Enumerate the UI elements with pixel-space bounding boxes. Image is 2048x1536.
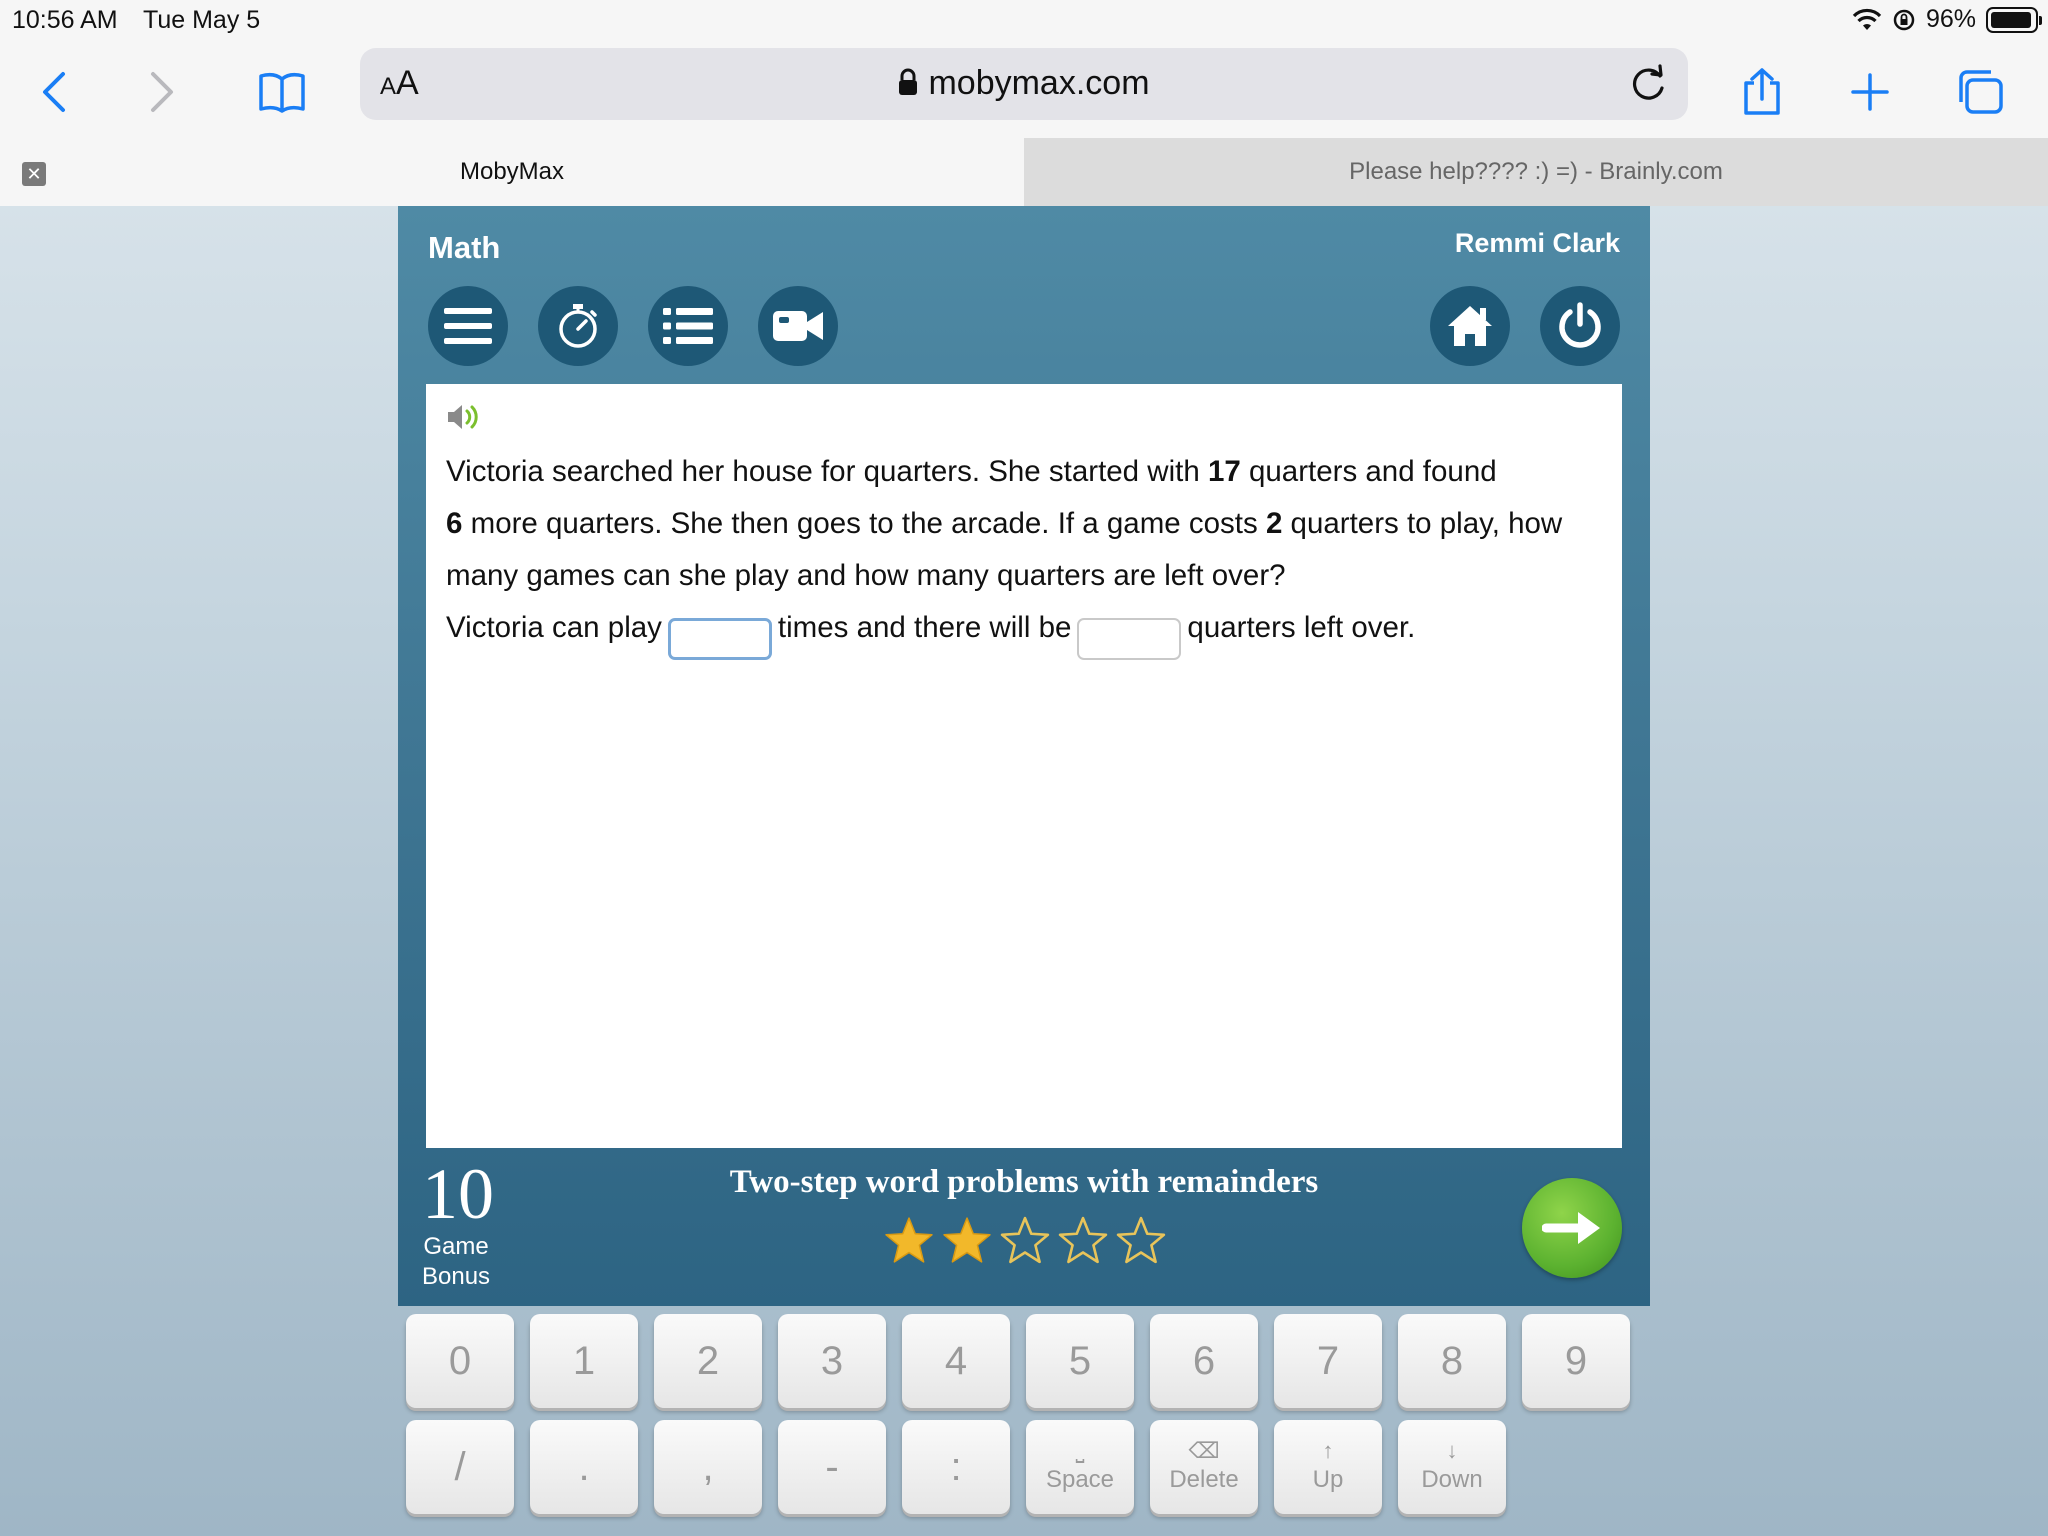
logout-button[interactable] xyxy=(1540,286,1620,366)
key-label: Delete xyxy=(1169,1466,1239,1493)
status-date: Tue May 5 xyxy=(143,6,261,34)
next-button[interactable] xyxy=(1522,1178,1622,1278)
lock-icon xyxy=(898,66,918,105)
star-rating xyxy=(884,1216,1166,1264)
key-down[interactable] xyxy=(1398,1420,1506,1514)
tab-mobymax[interactable] xyxy=(0,138,1024,206)
url-bar[interactable] xyxy=(360,48,1688,120)
key-minus[interactable]: - xyxy=(778,1420,886,1514)
space-icon: ⎵ xyxy=(1075,1438,1085,1463)
key-slash[interactable]: / xyxy=(406,1420,514,1514)
key-6[interactable]: 6 xyxy=(1150,1314,1258,1408)
timer-button[interactable] xyxy=(538,286,618,366)
question-part: more quarters. She then goes to the arcade. If a game costs xyxy=(462,507,1266,540)
arrow-right-icon xyxy=(1542,1210,1602,1246)
answer-prefix: Victoria can play xyxy=(446,611,662,644)
video-button[interactable] xyxy=(758,286,838,366)
key-label: Space xyxy=(1045,1466,1115,1493)
key-0[interactable]: 0 xyxy=(406,1314,514,1408)
share-button[interactable] xyxy=(1732,62,1792,122)
tabs-overview-button[interactable] xyxy=(1950,62,2010,122)
key-up[interactable] xyxy=(1274,1420,1382,1514)
key-space[interactable] xyxy=(1026,1420,1134,1514)
tab-close-button[interactable]: ✕ xyxy=(22,162,46,186)
star-filled-icon xyxy=(942,1216,992,1264)
key-label: Up xyxy=(1312,1466,1344,1493)
game-bonus-line: Bonus xyxy=(422,1263,491,1290)
back-button[interactable] xyxy=(24,62,84,122)
question-number: 17 xyxy=(1207,455,1241,488)
question-part: quarters to play, how many games can she play and how many quarters are left over? xyxy=(446,507,1563,592)
question-text xyxy=(446,446,1606,660)
speaker-icon[interactable] xyxy=(446,402,482,437)
user-name: Remmi Clark xyxy=(1454,228,1620,258)
down-icon: ↓ xyxy=(1446,1438,1458,1463)
tabs-icon xyxy=(1955,68,2005,116)
rotation-lock-icon xyxy=(1892,8,1916,32)
star-empty-icon xyxy=(1000,1216,1050,1264)
chevron-left-icon xyxy=(39,70,69,114)
plus-icon xyxy=(1850,72,1890,112)
battery-percent: 96% xyxy=(1925,5,1976,33)
video-camera-icon xyxy=(773,309,823,343)
game-bonus-number: 10 xyxy=(422,1154,494,1234)
reader-aa-button[interactable]: AA xyxy=(380,64,419,102)
subject-title: Math xyxy=(428,230,501,265)
key-2[interactable]: 2 xyxy=(654,1314,762,1408)
url-text[interactable] xyxy=(360,64,1688,105)
answer-middle: times and there will be xyxy=(777,611,1072,644)
new-tab-button[interactable] xyxy=(1840,62,1900,122)
answer-suffix: quarters left over. xyxy=(1187,611,1416,644)
star-empty-icon xyxy=(1116,1216,1166,1264)
tab-title: Please help???? :) =) - Brainly.com xyxy=(1349,158,1723,185)
battery-icon xyxy=(1986,7,2038,33)
up-icon: ↑ xyxy=(1322,1438,1334,1463)
bookmarks-button[interactable] xyxy=(252,62,312,122)
wifi-icon xyxy=(1852,8,1882,32)
games-answer-input[interactable] xyxy=(668,618,772,660)
list-button[interactable] xyxy=(648,286,728,366)
question-part: quarters and found xyxy=(1240,455,1497,488)
star-empty-icon xyxy=(1058,1216,1108,1264)
mobymax-app xyxy=(398,206,1650,1306)
key-colon[interactable]: : xyxy=(902,1420,1010,1514)
tab-title: MobyMax xyxy=(459,158,565,185)
menu-button[interactable] xyxy=(428,286,508,366)
leftover-answer-input[interactable] xyxy=(1077,618,1181,660)
share-icon xyxy=(1740,67,1784,117)
key-9[interactable]: 9 xyxy=(1522,1314,1630,1408)
question-area xyxy=(426,384,1622,1148)
key-3[interactable]: 3 xyxy=(778,1314,886,1408)
tab-bar xyxy=(0,138,2048,206)
question-number: 2 xyxy=(1265,507,1283,540)
tab-brainly[interactable] xyxy=(1024,138,2048,206)
key-period[interactable]: . xyxy=(530,1420,638,1514)
key-4[interactable]: 4 xyxy=(902,1314,1010,1408)
home-icon xyxy=(1446,304,1494,348)
forward-button[interactable] xyxy=(132,62,192,122)
power-icon xyxy=(1556,302,1604,350)
reload-button[interactable] xyxy=(1626,62,1670,106)
chevron-right-icon xyxy=(147,70,177,114)
status-bar xyxy=(0,0,2048,42)
hamburger-icon xyxy=(444,307,492,345)
key-7[interactable]: 7 xyxy=(1274,1314,1382,1408)
key-label: Down xyxy=(1421,1466,1483,1493)
star-filled-icon xyxy=(884,1216,934,1264)
key-1[interactable]: 1 xyxy=(530,1314,638,1408)
delete-icon: ⌫ xyxy=(1188,1438,1220,1463)
book-icon xyxy=(258,71,306,113)
question-part: Victoria searched her house for quarters. She started with xyxy=(446,455,1208,488)
browser-toolbar xyxy=(0,42,2048,138)
status-time: 10:56 AM xyxy=(12,6,118,34)
status-right xyxy=(1852,5,2038,34)
url-value: mobymax.com xyxy=(928,64,1150,102)
home-button[interactable] xyxy=(1430,286,1510,366)
game-bonus-line: Game xyxy=(423,1233,489,1260)
stopwatch-icon xyxy=(556,302,600,350)
question-number: 6 xyxy=(446,507,463,540)
game-bonus-label xyxy=(422,1232,490,1292)
key-8[interactable]: 8 xyxy=(1398,1314,1506,1408)
key-5[interactable]: 5 xyxy=(1026,1314,1134,1408)
number-keypad xyxy=(406,1314,1630,1524)
skill-title: Two-step word problems with remainders xyxy=(729,1164,1319,1200)
reload-icon xyxy=(1626,62,1670,106)
key-delete[interactable] xyxy=(1150,1420,1258,1514)
key-comma[interactable]: , xyxy=(654,1420,762,1514)
list-icon xyxy=(663,307,713,345)
